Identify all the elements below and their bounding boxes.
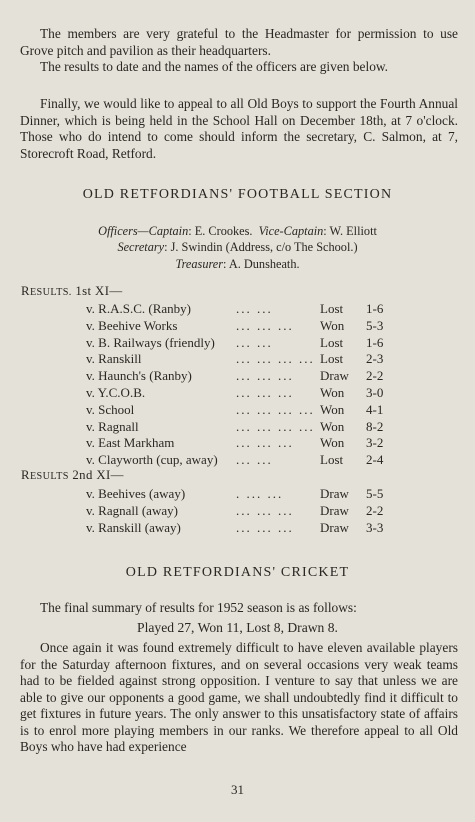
result-outcome: Won bbox=[320, 418, 345, 434]
result-leader-dots: ... ... ... bbox=[236, 502, 294, 518]
result-opponent: v. East Markham bbox=[86, 435, 175, 451]
result-leader-dots: ... ... ... bbox=[236, 385, 294, 400]
captain-role: Officers—Captain bbox=[98, 224, 189, 238]
cricket-summary-figures: Played 27, Won 11, Lost 8, Drawn 8. bbox=[137, 620, 338, 635]
team-label: 1st XI— bbox=[71, 284, 123, 298]
results-label-initial: R bbox=[21, 284, 30, 298]
result-row bbox=[86, 485, 456, 502]
result-score: 3-2 bbox=[366, 435, 384, 451]
result-outcome: Draw bbox=[320, 368, 349, 384]
captain-name: : E. Crookes. bbox=[188, 224, 253, 238]
result-row bbox=[86, 384, 456, 401]
result-score: 1-6 bbox=[366, 301, 384, 316]
result-outcome: Lost bbox=[320, 452, 344, 468]
result-score: 5-3 bbox=[366, 317, 384, 333]
results-label-2nd-xi bbox=[21, 468, 124, 483]
cricket-summary-intro: The final summary of results for 1952 season is as follows: bbox=[40, 600, 357, 615]
result-opponent: v. Ranskill bbox=[86, 351, 142, 367]
intro-paragraph-2: The results to date and the names of the officers are given below. bbox=[40, 59, 389, 74]
officers-line-secretary bbox=[0, 239, 475, 255]
result-leader-dots: ... ... ... ... bbox=[236, 418, 315, 434]
results-label-1st-xi bbox=[21, 284, 123, 299]
result-leader-dots: ... ... ... bbox=[236, 435, 294, 451]
result-row bbox=[86, 519, 456, 536]
result-opponent: v. School bbox=[86, 401, 135, 417]
result-score: 2-2 bbox=[366, 368, 384, 384]
result-outcome: Lost bbox=[320, 334, 344, 350]
result-leader-dots: ... ... ... bbox=[236, 368, 294, 384]
treasurer-role: Treasurer bbox=[175, 257, 224, 271]
team-label: 2nd XI— bbox=[68, 468, 124, 482]
intro-paragraph-1: The members are very grateful to the Headmaster for permission to use Grove pitch and pavilion as their headquarters. bbox=[20, 26, 458, 58]
results-label-rest: ESULTS bbox=[29, 471, 69, 482]
result-outcome: Draw bbox=[320, 502, 349, 518]
result-opponent: v. Ragnall bbox=[86, 418, 139, 434]
result-row bbox=[86, 434, 456, 451]
result-score: 1-6 bbox=[366, 334, 384, 350]
result-outcome: Lost bbox=[320, 301, 344, 316]
result-row bbox=[86, 502, 456, 519]
result-score: 3-0 bbox=[366, 385, 384, 400]
result-outcome: Won bbox=[320, 435, 345, 451]
results-label-initial: R bbox=[21, 468, 30, 482]
secretary-role: Secretary bbox=[117, 240, 165, 254]
result-score: 5-5 bbox=[366, 486, 384, 501]
football-section-title: OLD RETFORDIANS' FOOTBALL SECTION bbox=[82, 187, 393, 202]
cricket-section-title: OLD RETFORDIANS' CRICKET bbox=[125, 565, 350, 580]
result-score: 2-2 bbox=[366, 502, 384, 518]
result-opponent: v. Beehives (away) bbox=[86, 486, 186, 501]
result-score: 2-3 bbox=[366, 351, 384, 367]
result-leader-dots: ... ... ... bbox=[236, 519, 294, 535]
result-outcome: Lost bbox=[320, 351, 344, 367]
results-label-rest: ESULTS. bbox=[29, 287, 72, 298]
vice-captain-name: : W. Elliott bbox=[323, 224, 377, 238]
result-outcome: Draw bbox=[320, 486, 349, 501]
result-score: 2-4 bbox=[366, 452, 384, 468]
result-row bbox=[86, 418, 456, 435]
result-outcome: Won bbox=[320, 385, 345, 400]
result-leader-dots: ... ... bbox=[236, 452, 273, 468]
result-opponent: v. B. Railways (friendly) bbox=[86, 334, 215, 350]
officers-line-captains bbox=[0, 223, 475, 239]
result-row bbox=[86, 350, 456, 367]
result-score: 3-3 bbox=[366, 519, 384, 535]
page-number: 31 bbox=[231, 782, 244, 797]
result-leader-dots: ... ... ... ... bbox=[236, 351, 315, 367]
result-opponent: v. Clayworth (cup, away) bbox=[86, 452, 218, 468]
result-row bbox=[86, 300, 456, 317]
result-row bbox=[86, 334, 456, 351]
result-opponent: v. R.A.S.C. (Ranby) bbox=[86, 301, 191, 316]
secretary-name: : J. Swindin (Address, c/o The School.) bbox=[164, 240, 358, 254]
result-leader-dots: ... ... bbox=[236, 334, 273, 350]
result-leader-dots: ... ... bbox=[236, 301, 273, 316]
result-leader-dots: . ... ... bbox=[236, 486, 284, 501]
result-outcome: Draw bbox=[320, 519, 349, 535]
result-row bbox=[86, 317, 456, 334]
result-leader-dots: ... ... ... bbox=[236, 317, 294, 333]
result-score: 8-2 bbox=[366, 418, 384, 434]
result-outcome: Won bbox=[320, 401, 345, 417]
result-outcome: Won bbox=[320, 317, 345, 333]
result-leader-dots: ... ... ... ... bbox=[236, 401, 315, 417]
vice-captain-role: Vice-Captain bbox=[258, 224, 324, 238]
result-row bbox=[86, 451, 456, 468]
treasurer-name: : A. Dunsheath. bbox=[223, 257, 300, 271]
result-opponent: v. Haunch's (Ranby) bbox=[86, 368, 192, 384]
result-row bbox=[86, 367, 456, 384]
result-opponent: v. Beehive Works bbox=[86, 317, 178, 333]
cricket-paragraph: Once again it was found extremely difficult to have eleven available players for the Saturday afternoon fixtures, and on several occasions very weak teams had to be fielded against strong opposition. I venture to say that unless we are able to give our opponents a good game, we shall undoubtedly find it difficult to get fixtures in future years. The only answer to this unsatisfactory state of affairs is to enrol more playing members in our ranks. We therefore appeal to all Old Boys who have had experience bbox=[20, 640, 458, 754]
result-opponent: v. Y.C.O.B. bbox=[86, 385, 146, 400]
officers-line-treasurer bbox=[0, 256, 475, 272]
result-score: 4-1 bbox=[366, 401, 384, 417]
intro-paragraph-3: Finally, we would like to appeal to all Old Boys to support the Fourth Annual Dinner, which is being held in the School Hall on December 18th, at 7 o'clock. Those who do intend to come should inform the secretary, C. Salmon, at 7, Storecroft Road, Retford. bbox=[20, 96, 458, 161]
result-opponent: v. Ragnall (away) bbox=[86, 502, 178, 518]
result-opponent: v. Ranskill (away) bbox=[86, 519, 181, 535]
result-row bbox=[86, 401, 456, 418]
